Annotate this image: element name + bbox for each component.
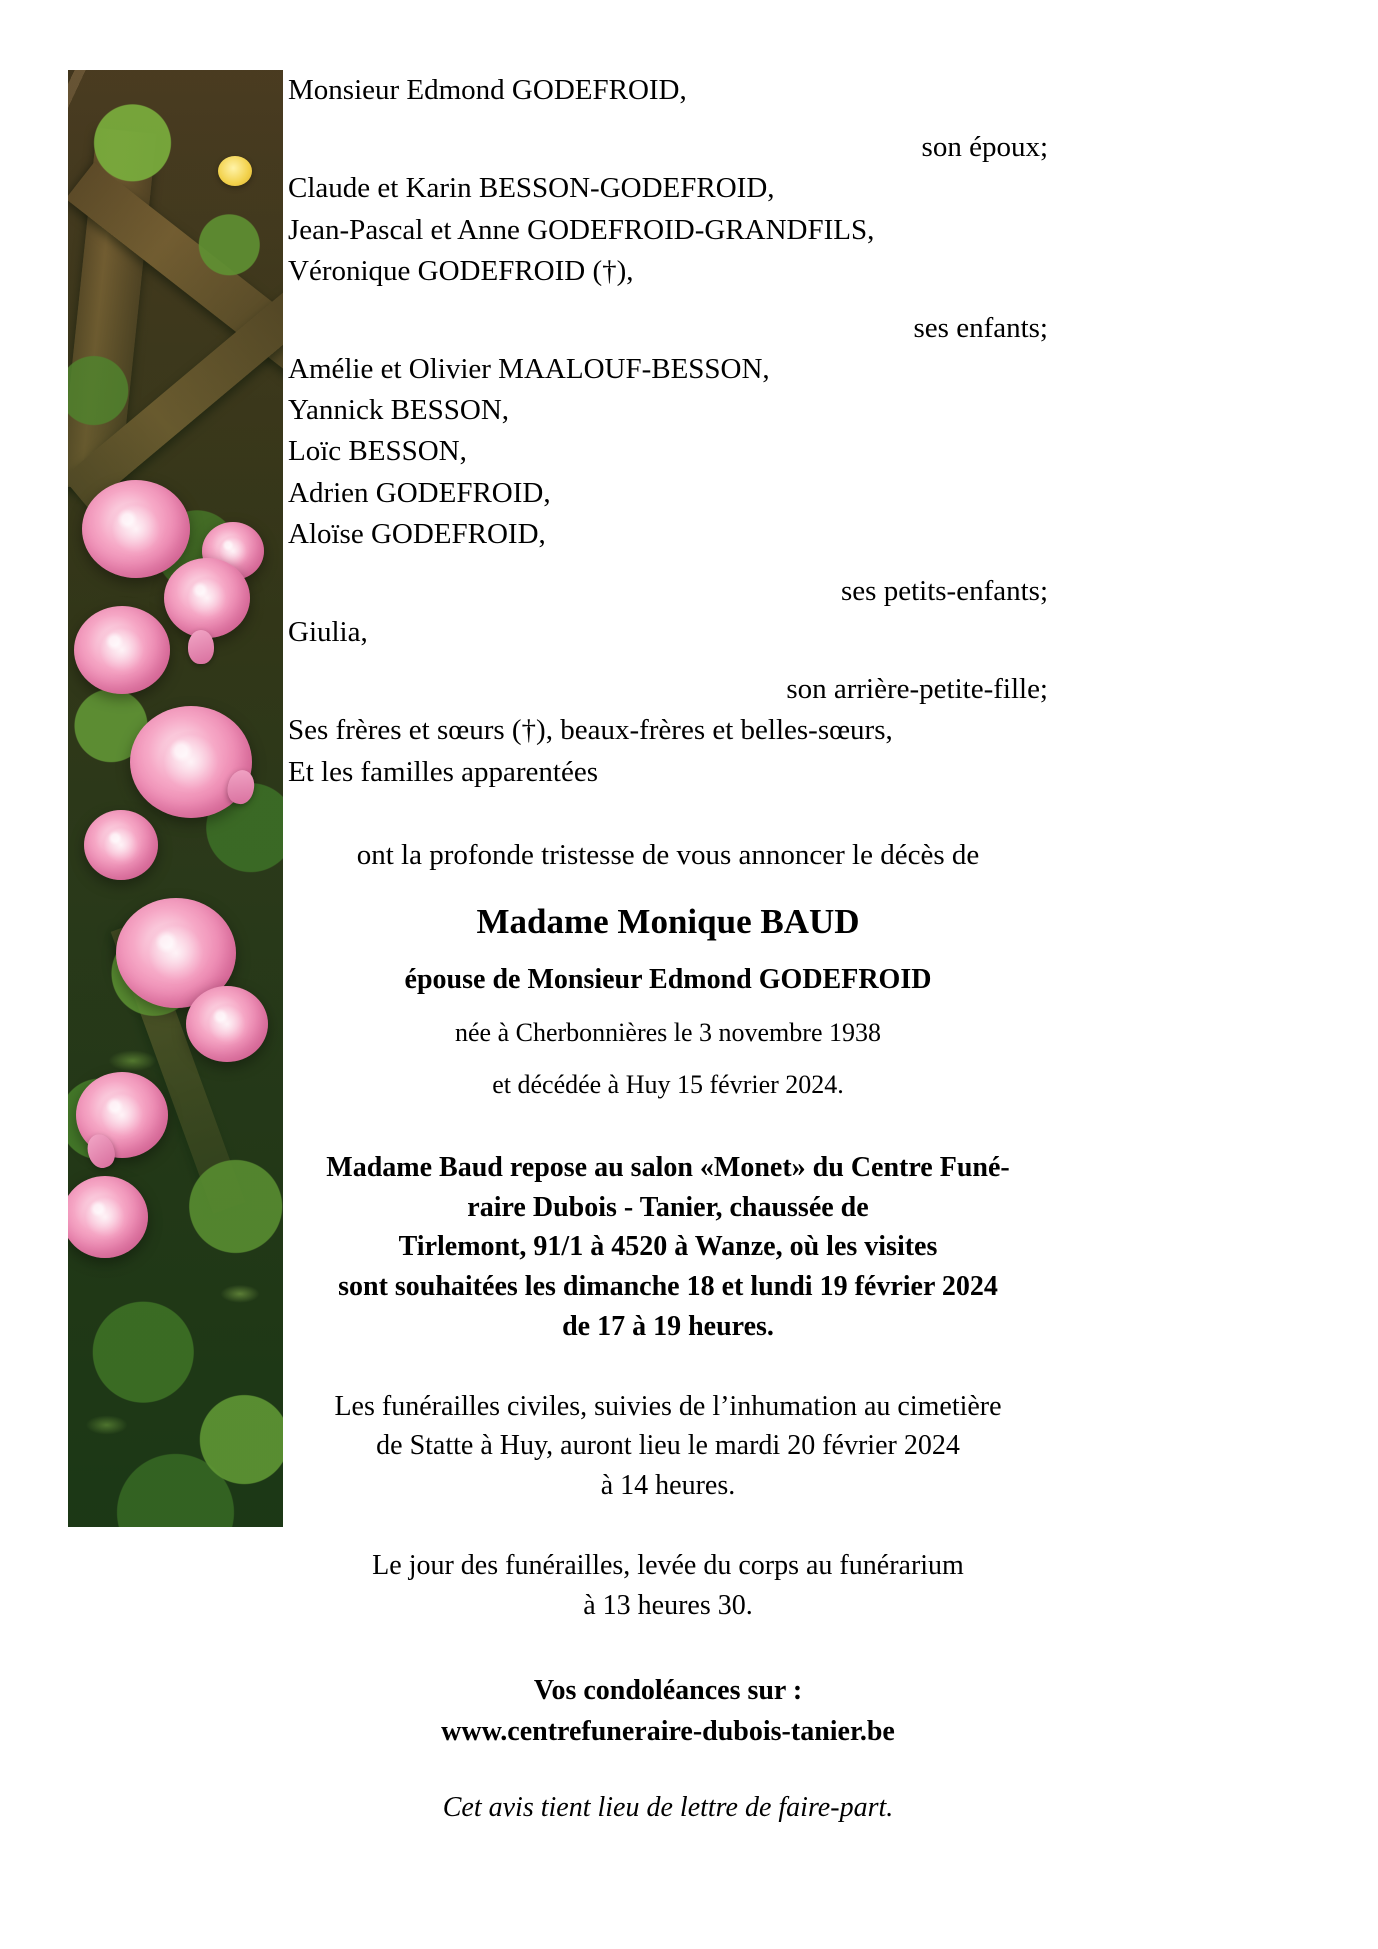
great-grandchild: Giulia, xyxy=(288,616,368,649)
rose-bloom xyxy=(84,810,158,880)
deceased-spouse-of: épouse de Monsieur Edmond GODEFROID xyxy=(404,963,932,995)
relatives-line: Et les familles apparentées xyxy=(288,755,599,788)
spacer xyxy=(288,292,1048,308)
announcement-intro: ont la profonde tristesse de vous annoncer le décès de xyxy=(356,838,980,871)
repose-line-1: Madame Baud repose au salon «Monet» du Centre Funé- xyxy=(326,1151,1010,1183)
decorative-photo-strip xyxy=(68,70,283,1527)
rose-bloom xyxy=(186,986,268,1062)
rose-bloom xyxy=(74,606,170,694)
deceased-name: Madame Monique BAUD xyxy=(476,901,860,941)
grandchildren-role: ses petits-enfants; xyxy=(841,574,1048,607)
grandchild-2: Yannick BESSON, xyxy=(288,394,510,427)
child-3: Véronique GODEFROID (†), xyxy=(288,254,634,287)
repose-line-2: raire Dubois - Tanier, chaussée de xyxy=(467,1191,869,1223)
rose-bloom xyxy=(82,480,190,578)
announcement-text-column xyxy=(288,70,1048,1824)
child-2: Jean-Pascal et Anne GODEFROID-GRANDFILS, xyxy=(288,213,875,246)
closing-note: Cet avis tient lieu de lettre de faire-part. xyxy=(442,1792,894,1824)
death-details: et décédée à Huy 15 février 2024. xyxy=(492,1069,844,1099)
grandchild-4: Adrien GODEFROID, xyxy=(288,476,551,509)
spouse-name: Monsieur Edmond GODEFROID, xyxy=(288,74,687,106)
rose-bloom xyxy=(164,558,250,638)
birth-details: née à Cherbonnières le 3 novembre 1938 xyxy=(455,1017,881,1047)
condolences-block xyxy=(288,1671,1048,1752)
children-role: ses enfants; xyxy=(913,311,1048,344)
spouse-role: son époux; xyxy=(921,131,1048,164)
rose-bud xyxy=(188,630,214,664)
repose-line-3: Tirlemont, 91/1 à 4520 à Wanze, où les visites xyxy=(398,1231,938,1263)
grandchild-3: Loïc BESSON, xyxy=(288,435,467,468)
repose-line-5: de 17 à 19 heures. xyxy=(562,1310,774,1342)
repose-line-4: sont souhaitées les dimanche 18 et lundi 19 février 2024 xyxy=(338,1271,998,1302)
levee-line-2: à 13 heures 30. xyxy=(583,1589,753,1621)
yellow-flower xyxy=(218,156,252,186)
repose-details xyxy=(288,1148,1048,1347)
levee-line-1: Le jour des funérailles, levée du corps au funérarium xyxy=(372,1549,964,1581)
funeral-line-1: Les funérailles civiles, suivies de l’inhumation au cimetière xyxy=(334,1390,1002,1422)
siblings-line: Ses frères et sœurs (†), beaux-frères et belles-sœurs, xyxy=(288,714,893,747)
funeral-details xyxy=(288,1387,1048,1506)
grandchild-5: Aloïse GODEFROID, xyxy=(288,517,546,550)
spacer xyxy=(288,653,1048,669)
condolences-website[interactable]: www.centrefuneraire-dubois-tanier.be xyxy=(441,1715,895,1747)
levee-details xyxy=(288,1546,1048,1626)
funeral-line-2: de Statte à Huy, auront lieu le mardi 20 février 2024 xyxy=(376,1430,960,1462)
spacer xyxy=(288,111,1048,127)
spacer xyxy=(288,555,1048,571)
grandchild-1: Amélie et Olivier MAALOUF-BESSON, xyxy=(288,353,770,386)
funeral-line-3: à 14 heures. xyxy=(600,1470,736,1501)
great-grandchild-role: son arrière-petite-fille; xyxy=(786,673,1048,706)
child-1: Claude et Karin BESSON-GODEFROID, xyxy=(288,172,775,205)
condolences-label: Vos condoléances sur : xyxy=(533,1675,803,1707)
